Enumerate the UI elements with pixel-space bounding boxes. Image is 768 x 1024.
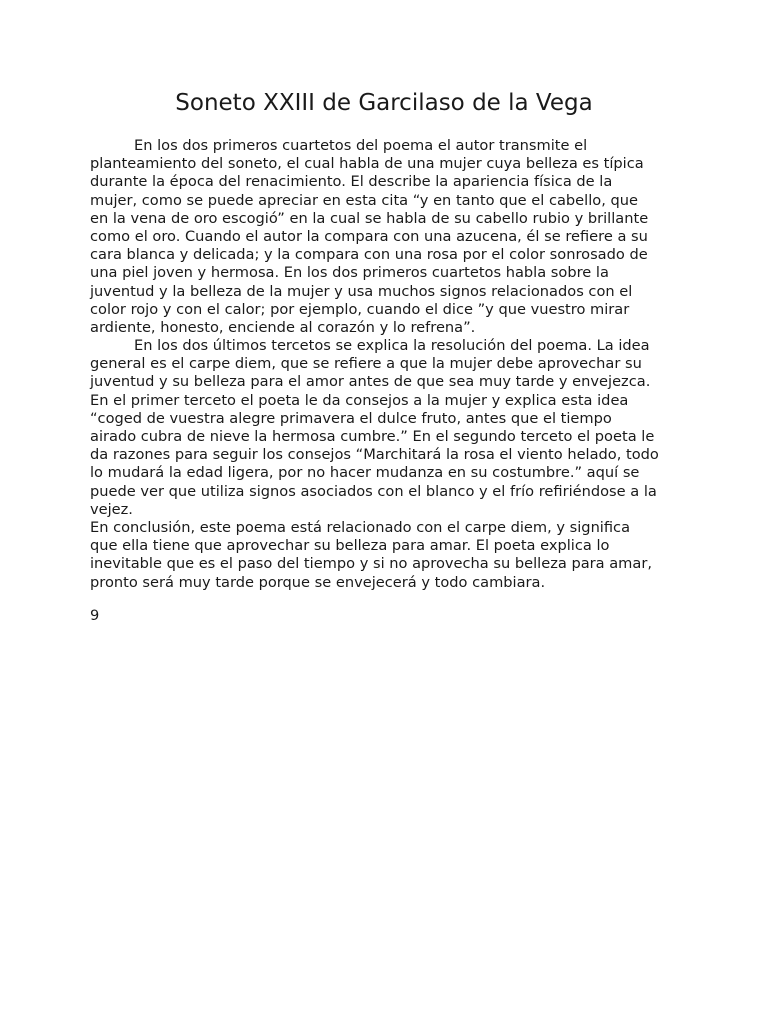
text-line: pronto será muy tarde porque se envejecerá y todo cambiara.: [90, 573, 546, 591]
text-line: general es el carpe diem, que se refiere a que la mujer debe aprovechar su: [90, 355, 642, 373]
text-line: “coged de vuestra alegre primavera el dulce fruto, antes que el tiempo: [90, 409, 612, 427]
text-line: cara blanca y delicada; y la compara con una rosa por el color sonrosado de: [90, 246, 648, 264]
text-line: como el oro. Cuando el autor la compara con una azucena, él se refiere a su: [90, 227, 648, 245]
text-line: una piel joven y hermosa. En los dos primeros cuartetos habla sobre la: [90, 264, 609, 282]
page-number: 9: [90, 607, 100, 624]
text-line: puede ver que utiliza signos asociados con el blanco y el frío refiriéndose a la: [90, 482, 657, 500]
text-line: En el primer terceto el poeta le da consejos a la mujer y explica esta idea: [90, 391, 629, 409]
text-line: que ella tiene que aprovechar su belleza para amar. El poeta explica lo: [90, 537, 610, 555]
text-line: En conclusión, este poema está relacionado con el carpe diem, y significa: [90, 518, 631, 536]
text-line: planteamiento del soneto, el cual habla de una mujer cuya belleza es típica: [90, 155, 644, 173]
text-line: en la vena de oro escogió” en la cual se habla de su cabello rubio y brillante: [90, 209, 649, 227]
document-title: Soneto XXIII de Garcilaso de la Vega: [175, 90, 593, 116]
text-line: lo mudará la edad ligera, por no hacer mudanza en su costumbre.” aquí se: [90, 464, 640, 482]
text-line: vejez.: [90, 500, 133, 518]
text-line: En los dos primeros cuartetos del poema el autor transmite el: [134, 137, 588, 154]
text-line: juventud y su belleza para el amor antes de que sea muy tarde y envejezca.: [90, 373, 651, 391]
text-line: En los dos últimos tercetos se explica la resolución del poema. La idea: [134, 337, 650, 355]
text-line: durante la época del renacimiento. El describe la apariencia física de la: [90, 173, 613, 191]
text-line: airado cubra de nieve la hermosa cumbre.” En el segundo terceto el poeta le: [90, 428, 655, 445]
text-line: da razones para seguir los consejos “Marchitará la rosa el viento helado, todo: [90, 446, 659, 464]
text-line: inevitable que es el paso del tiempo y si no aprovecha su belleza para amar,: [90, 555, 652, 573]
text-line: mujer, como se puede apreciar en esta cita “y en tanto que el cabello, que: [90, 191, 638, 209]
text-line: juventud y la belleza de la mujer y usa muchos signos relacionados con el: [90, 282, 633, 300]
text-line: ardiente, honesto, enciende al corazón y lo refrena”.: [90, 318, 476, 336]
text-line: color rojo y con el calor; por ejemplo, cuando el dice ”y que vuestro mirar: [90, 300, 630, 318]
document-body: [90, 137, 690, 592]
